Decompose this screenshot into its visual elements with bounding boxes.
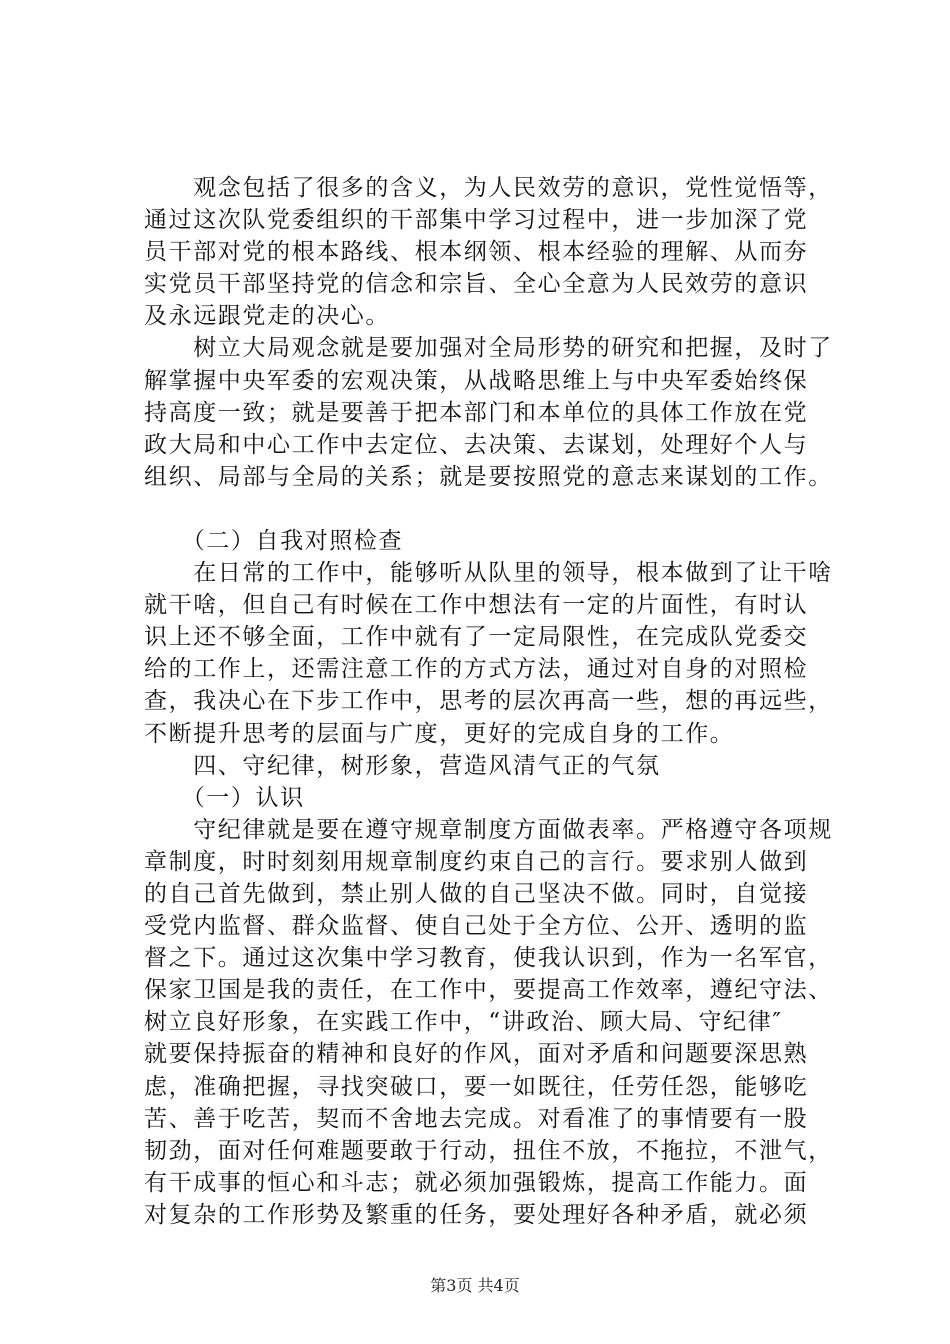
- text-line: 受党内监督、群众监督、使自己处于全方位、公开、透明的监: [144, 913, 809, 940]
- text-line: 识上还不够全面，工作中就有了一定局限性，在完成队党委交: [144, 624, 809, 651]
- text-line: 树立良好形象，在实践工作中，“讲政治、顾大局、守纪律″: [144, 1009, 783, 1036]
- text-line: 保家卫国是我的责任，在工作中，要提高工作效率，遵纪守法、: [144, 977, 833, 1004]
- text-line: 有干成事的恒心和斗志；就必须加强锻炼，提高工作能力。面: [144, 1169, 809, 1196]
- text-line: 员干部对党的根本路线、根本纲领、根本经验的理解、从而夯: [144, 239, 809, 266]
- text-line: 的自己首先做到，禁止别人做的自己坚决不做。同时，自觉接: [144, 880, 809, 907]
- text-line: 章制度，时时刻刻用规章制度约束自己的言行。要求别人做到: [144, 848, 809, 875]
- text-line: （一）认识: [144, 784, 305, 811]
- text-line: 虑，准确把握，寻找突破口，要一如既往，任劳任怨，能够吃: [144, 1073, 809, 1100]
- paragraph-gap: [144, 493, 864, 525]
- text-line: 守纪律就是要在遵守规章制度方面做表率。严格遵守各项规: [144, 816, 833, 843]
- text-line: 不断提升思考的层面与广度，更好的完成自身的工作。: [144, 720, 735, 747]
- text-line: 及永远跟党走的决心。: [144, 303, 390, 330]
- page-footer: 第3页 共4页: [430, 1276, 520, 1295]
- text-line: 苦、善于吃苦，契而不舍地去完成。对看准了的事情要有一股: [144, 1105, 809, 1132]
- text-line: 韧劲，面对任何难题要敢于行动，扭住不放，不拖拉，不泄气，: [144, 1137, 833, 1164]
- text-line: 对复杂的工作形势及繁重的任务，要处理好各种矛盾，就必须: [144, 1201, 809, 1228]
- text-line: 给的工作上，还需注意工作的方式方法，通过对自身的对照检: [144, 656, 809, 683]
- document-body: [144, 172, 864, 1231]
- text-line: 四、守纪律，树形象，营造风清气正的气氛: [144, 752, 661, 779]
- text-line: 解掌握中央军委的宏观决策，从战略思维上与中央军委始终保: [144, 367, 809, 394]
- text-line: 查，我决心在下步工作中，思考的层次再高一些，想的再远些，: [144, 688, 833, 715]
- text-line: 督之下。通过这次集中学习教育，使我认识到，作为一名军官，: [144, 945, 833, 972]
- paragraph-block-2: [144, 525, 864, 1231]
- text-line: 政大局和中心工作中去定位、去决策、去谋划，处理好个人与: [144, 431, 809, 458]
- text-line: 实党员干部坚持党的信念和宗旨、全心全意为人民效劳的意识: [144, 271, 809, 298]
- text-line: 就干啥，但自己有时候在工作中想法有一定的片面性，有时认: [144, 592, 809, 619]
- text-line: 观念包括了很多的含义，为人民效劳的意识，党性觉悟等，: [144, 175, 833, 201]
- text-line: （二）自我对照检查: [144, 527, 404, 554]
- text-line: 持高度一致；就是要善于把本部门和本单位的具体工作放在党: [144, 399, 809, 426]
- text-line: 组织、局部与全局的关系；就是要按照党的意志来谋划的工作。: [144, 463, 833, 490]
- text-line: 在日常的工作中，能够听从队里的领导，根本做到了让干啥: [144, 560, 833, 587]
- paragraph-block-1: [144, 172, 864, 493]
- text-line: 通过这次队党委组织的干部集中学习过程中，进一步加深了党: [144, 207, 809, 234]
- text-line: 就要保持振奋的精神和良好的作风，面对矛盾和问题要深思熟: [144, 1041, 809, 1068]
- text-line: 树立大局观念就是要加强对全局形势的研究和把握，及时了: [144, 335, 833, 362]
